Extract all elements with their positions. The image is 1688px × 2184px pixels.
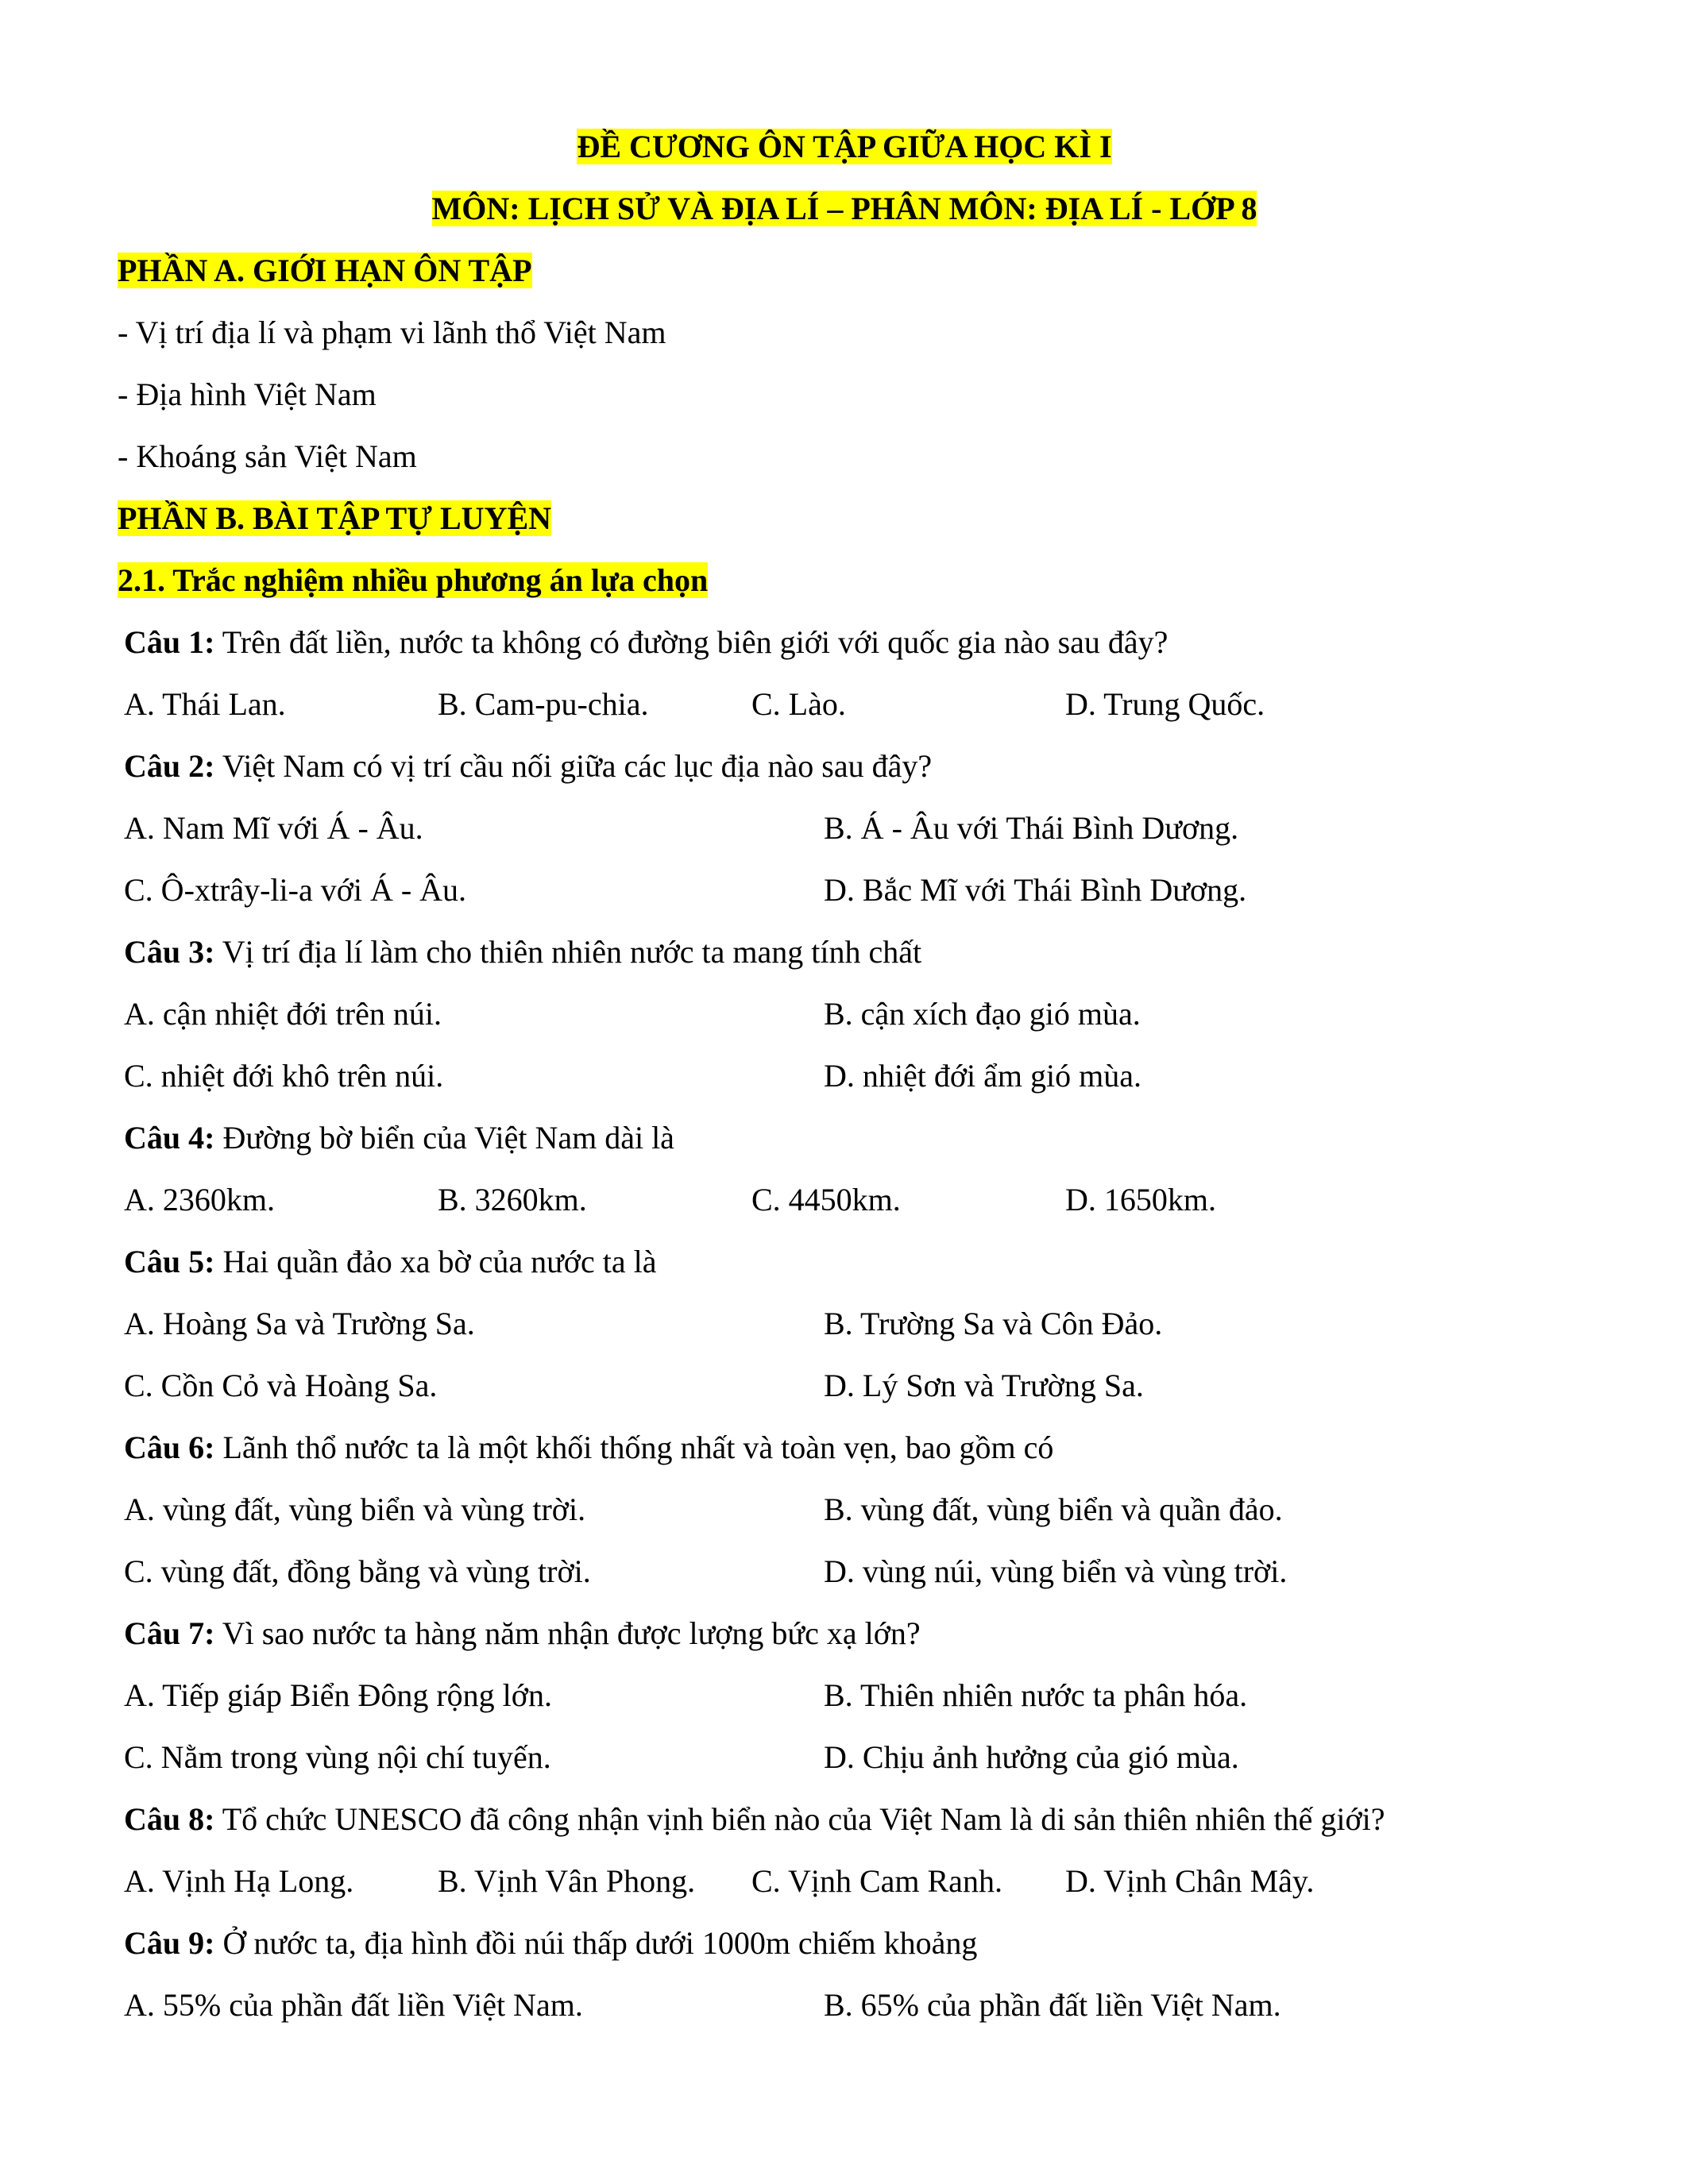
option-a: A. Tiếp giáp Biển Đông rộng lớn. xyxy=(124,1677,552,1713)
question-text: Lãnh thổ nước ta là một khối thống nhất và toàn vẹn, bao gồm có xyxy=(214,1430,1054,1465)
option-c: C. Ô-xtrây-li-a với Á - Âu. xyxy=(124,872,467,908)
options-row xyxy=(118,1045,1571,1107)
option-d: D. 1650km. xyxy=(1065,1182,1216,1217)
option-b: B. vùng đất, vùng biển và quần đảo. xyxy=(824,1491,1283,1527)
option-d: D. vùng núi, vùng biển và vùng trời. xyxy=(824,1553,1288,1589)
option-d: D. Bắc Mĩ với Thái Bình Dương. xyxy=(824,872,1247,908)
option-b: B. cận xích đạo gió mùa. xyxy=(824,996,1141,1032)
option-d: D. nhiệt đới ẩm gió mùa. xyxy=(824,1058,1141,1094)
option-d: D. Trung Quốc. xyxy=(1065,686,1265,722)
part-a-heading-line xyxy=(118,240,1571,302)
options-row xyxy=(118,1541,1571,1603)
option-d: D. Vịnh Chân Mây. xyxy=(1065,1863,1315,1899)
question-6 xyxy=(118,1417,1571,1479)
question-label: Câu 5: xyxy=(124,1244,215,1279)
option-b: B. 65% của phần đất liền Việt Nam. xyxy=(824,1987,1281,2023)
option-c: C. Nằm trong vùng nội chí tuyến. xyxy=(124,1739,551,1775)
question-5 xyxy=(118,1231,1571,1293)
option-b: B. Thiên nhiên nước ta phân hóa. xyxy=(824,1677,1248,1713)
question-text: Vì sao nước ta hàng năm nhận được lượng bức xạ lớn? xyxy=(214,1615,921,1651)
document-title: ĐỀ CƯƠNG ÔN TẬP GIỮA HỌC KÌ I xyxy=(577,129,1112,164)
part-a-item: - Khoáng sản Việt Nam xyxy=(118,438,417,474)
part-a-item: - Vị trí địa lí và phạm vi lãnh thổ Việt Nam xyxy=(118,314,666,350)
title-line xyxy=(118,116,1571,178)
question-text: Việt Nam có vị trí cầu nối giữa các lục địa nào sau đây? xyxy=(214,748,933,784)
question-label: Câu 8: xyxy=(124,1801,215,1837)
question-text: Hai quần đảo xa bờ của nước ta là xyxy=(214,1244,657,1279)
options-row xyxy=(118,1293,1571,1355)
document-subtitle: MÔN: LỊCH SỬ VÀ ĐỊA LÍ – PHÂN MÔN: ĐỊA LÍ - LỚP 8 xyxy=(431,191,1257,226)
option-a: A. Nam Mĩ với Á - Âu. xyxy=(124,810,423,846)
question-label: Câu 9: xyxy=(124,1925,215,1961)
option-c: C. vùng đất, đồng bằng và vùng trời. xyxy=(124,1553,591,1589)
question-label: Câu 6: xyxy=(124,1430,215,1465)
options-row xyxy=(118,1850,1571,1912)
option-a: A. Thái Lan. xyxy=(124,686,286,722)
question-1 xyxy=(118,612,1571,673)
option-b: B. Trường Sa và Côn Đảo. xyxy=(824,1306,1163,1341)
question-text: Ở nước ta, địa hình đồi núi thấp dưới 1000m chiếm khoảng xyxy=(214,1925,978,1961)
document-content xyxy=(118,116,1571,2036)
part-a-item: - Địa hình Việt Nam xyxy=(118,376,377,412)
question-2 xyxy=(118,735,1571,797)
option-c: C. nhiệt đới khô trên núi. xyxy=(124,1058,444,1094)
option-d: D. Chịu ảnh hưởng của gió mùa. xyxy=(824,1739,1239,1775)
question-3 xyxy=(118,921,1571,983)
subtitle-line xyxy=(118,178,1571,240)
question-text: Vị trí địa lí làm cho thiên nhiên nước ta mang tính chất xyxy=(214,934,922,970)
question-label: Câu 7: xyxy=(124,1615,215,1651)
options-row xyxy=(118,1974,1571,2036)
part-b-heading-line xyxy=(118,488,1571,550)
options-row xyxy=(118,983,1571,1045)
option-d: D. Lý Sơn và Trường Sa. xyxy=(824,1368,1144,1403)
option-c: C. Vịnh Cam Ranh. xyxy=(751,1863,1002,1899)
question-text: Tổ chức UNESCO đã công nhận vịnh biển nào của Việt Nam là di sản thiên nhiên thế giới? xyxy=(214,1801,1385,1837)
question-text: Trên đất liền, nước ta không có đường biên giới với quốc gia nào sau đây? xyxy=(214,624,1168,660)
option-a: A. Hoàng Sa và Trường Sa. xyxy=(124,1306,475,1341)
section-heading-line xyxy=(118,550,1571,612)
options-row xyxy=(118,1479,1571,1541)
question-8 xyxy=(118,1788,1571,1850)
question-4 xyxy=(118,1107,1571,1169)
option-b: B. Vịnh Vân Phong. xyxy=(438,1863,696,1899)
option-c: C. Cồn Cỏ và Hoàng Sa. xyxy=(124,1368,438,1403)
options-row xyxy=(118,1727,1571,1788)
question-label: Câu 2: xyxy=(124,748,215,784)
question-label: Câu 3: xyxy=(124,934,215,970)
option-c: C. 4450km. xyxy=(751,1182,901,1217)
options-row xyxy=(118,1665,1571,1727)
question-label: Câu 1: xyxy=(124,624,215,660)
question-label: Câu 4: xyxy=(124,1120,215,1156)
option-b: B. 3260km. xyxy=(438,1182,587,1217)
option-a: A. Vịnh Hạ Long. xyxy=(124,1863,354,1899)
question-7 xyxy=(118,1603,1571,1665)
options-row xyxy=(118,1169,1571,1231)
part-b-heading: PHẦN B. BÀI TẬP TỰ LUYỆN xyxy=(118,500,552,536)
question-9 xyxy=(118,1912,1571,1974)
option-b: B. Á - Âu với Thái Bình Dương. xyxy=(824,810,1239,846)
part-a-heading: PHẦN A. GIỚI HẠN ÔN TẬP xyxy=(118,253,532,288)
option-a: A. cận nhiệt đới trên núi. xyxy=(124,996,442,1032)
option-a: A. vùng đất, vùng biển và vùng trời. xyxy=(124,1491,586,1527)
options-row xyxy=(118,859,1571,921)
option-a: A. 2360km. xyxy=(124,1182,275,1217)
question-text: Đường bờ biển của Việt Nam dài là xyxy=(214,1120,674,1156)
option-c: C. Lào. xyxy=(751,686,846,722)
options-row xyxy=(118,1355,1571,1417)
section-heading: 2.1. Trắc nghiệm nhiều phương án lựa chọn xyxy=(118,562,709,598)
option-a: A. 55% của phần đất liền Việt Nam. xyxy=(124,1987,583,2023)
options-row xyxy=(118,673,1571,735)
options-row xyxy=(118,797,1571,859)
option-b: B. Cam-pu-chia. xyxy=(438,686,649,722)
